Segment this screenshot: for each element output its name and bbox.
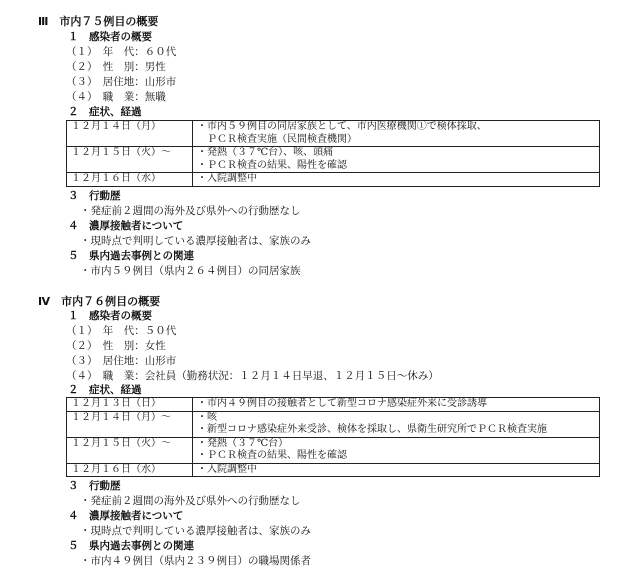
- case75-section3-heading: ３ 行動歴: [68, 190, 121, 202]
- timeline-date: １２月１６日（水）: [67, 463, 193, 477]
- table-row: [67, 147, 600, 173]
- case76-age: （１） 年 代：５０代: [66, 325, 177, 337]
- case75-section4-text: ・現時点で判明している濃厚接触者は、家族のみ: [80, 235, 311, 247]
- case75-sex: （２） 性 別：男性: [66, 61, 166, 73]
- timeline-line: ・ＰＣＲ検査の結果、陽性を確認: [197, 159, 347, 171]
- case76-section5-text: ・市内４９例目（県内２３９例目）の職場関係者: [80, 555, 311, 567]
- case76-section5-heading: ５ 県内過去事例との関連: [68, 540, 194, 552]
- case76-timeline-table: [66, 397, 600, 477]
- table-row: [67, 173, 600, 187]
- case75-section5-text: ・市内５９例目（県内２６４例目）の同居家族: [80, 265, 301, 277]
- timeline-line: ・市内４９例目の接触者として新型コロナ感染症外来に受診誘導: [197, 398, 487, 409]
- timeline-line: ・市内５９例目の同居家族として、市内医療機関①で検体採取、: [197, 121, 487, 132]
- case75-age: （１） 年 代：６０代: [66, 46, 177, 58]
- case75-section3-text: ・発症前２週間の海外及び県外への行動歴なし: [80, 205, 301, 217]
- timeline-line: ・新型コロナ感染症外来受診、検体を採取し、県衛生研究所でＰＣＲ検査実施: [197, 424, 547, 435]
- case76-title: Ⅳ 市内７６例目の概要: [38, 295, 161, 308]
- case76-section4-heading: ４ 濃厚接触者について: [68, 510, 184, 522]
- timeline-line: ・入院調整中: [197, 173, 257, 184]
- timeline-date: １２月１４日（月）: [67, 121, 193, 147]
- timeline-date: １２月１５日（火）～: [67, 437, 193, 463]
- table-row: [67, 411, 600, 437]
- timeline-description: [193, 398, 600, 412]
- timeline-description: [193, 147, 600, 173]
- timeline-line: ・入院調整中: [197, 463, 257, 475]
- case75-section2-heading: ２ 症状、経過: [68, 106, 142, 118]
- timeline-date: １２月１３日（日）: [67, 398, 193, 412]
- timeline-description: [193, 463, 600, 477]
- timeline-description: [193, 121, 600, 147]
- timeline-line: ・咳: [197, 411, 217, 423]
- case75-job: （４） 職 業：無職: [66, 91, 166, 103]
- table-row: [67, 463, 600, 477]
- timeline-description: [193, 411, 600, 437]
- timeline-line: ・ＰＣＲ検査の結果、陽性を確認: [197, 450, 347, 461]
- case75-residence: （３） 居住地：山形市: [66, 76, 177, 88]
- timeline-line: ＰＣＲ検査実施（民間検査機関）: [197, 133, 357, 145]
- case75-title: Ⅲ 市内７５例目の概要: [38, 15, 159, 28]
- timeline-description: [193, 437, 600, 463]
- case76-section2-heading: ２ 症状、経過: [68, 384, 142, 396]
- case75-section1-heading: １ 感染者の概要: [68, 31, 152, 43]
- table-row: [67, 121, 600, 147]
- case75-section5-heading: ５ 県内過去事例との関連: [68, 250, 194, 262]
- timeline-date: １２月１６日（水）: [67, 173, 193, 187]
- timeline-date: １２月１４日（月）～: [67, 411, 193, 437]
- case76-section4-text: ・現時点で判明している濃厚接触者は、家族のみ: [80, 525, 311, 537]
- table-row: [67, 398, 600, 412]
- case76-job: （４） 職 業：会社員（勤務状況：１２月１４日早退、１２月１５日～休み）: [66, 370, 439, 382]
- timeline-line: ・発熱（３７℃台）: [197, 437, 289, 449]
- timeline-line: ・発熱（３７℃台）、咳、頭痛: [197, 147, 334, 158]
- table-row: [67, 437, 600, 463]
- case76-section3-heading: ３ 行動歴: [68, 480, 121, 492]
- timeline-description: [193, 173, 600, 187]
- case76-residence: （３） 居住地：山形市: [66, 355, 177, 367]
- case76-section1-heading: １ 感染者の概要: [68, 310, 152, 322]
- case76-section3-text: ・発症前２週間の海外及び県外への行動歴なし: [80, 495, 301, 507]
- case75-section4-heading: ４ 濃厚接触者について: [68, 220, 184, 232]
- timeline-date: １２月１５日（火）～: [67, 147, 193, 173]
- case75-timeline-table: [66, 120, 600, 187]
- case76-sex: （２） 性 別：女性: [66, 340, 166, 352]
